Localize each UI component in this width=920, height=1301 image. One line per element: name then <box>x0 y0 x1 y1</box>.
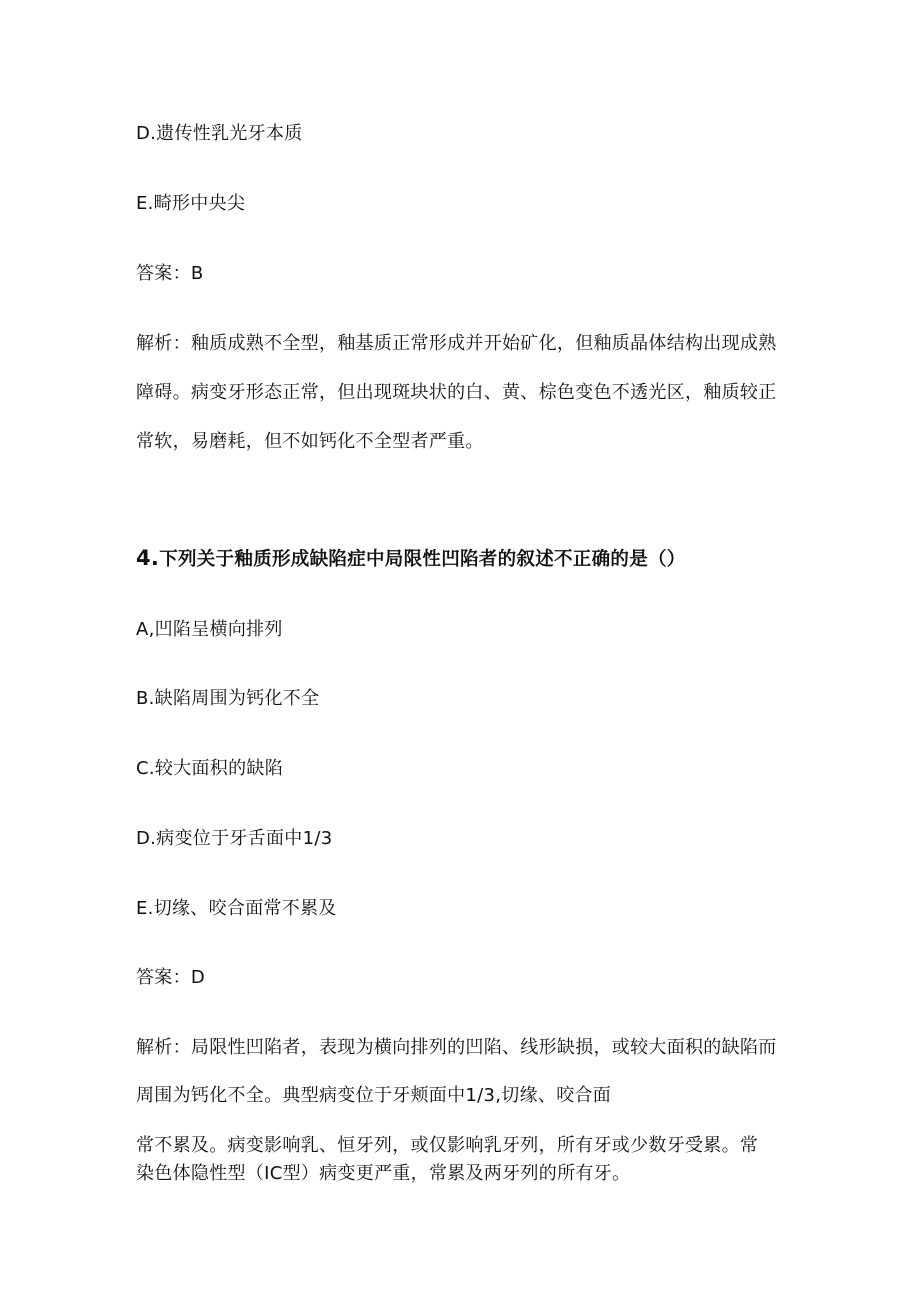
q4-option-d: D.病变位于牙舌面中1/3 <box>136 828 333 849</box>
q3-option-e: E.畸形中央尖 <box>136 193 246 214</box>
q3-answer: 答案：B <box>136 263 204 284</box>
q3-option-d: D.遗传性乳光牙本质 <box>136 123 303 144</box>
q3-explanation-line: 障碍。病变牙形态正常，但出现斑块状的白、黄、棕色变色不透光区，釉质较正 <box>136 382 777 403</box>
q4-option-b: B.缺陷周围为钙化不全 <box>136 688 320 709</box>
q3-explanation-line: 常软，易磨耗，但不如钙化不全型者严重。 <box>136 431 484 452</box>
question-stem: 下列关于釉质形成缺陷症中局限性凹陷者的叙述不正确的是（） <box>159 549 686 570</box>
q4-option-e: E.切缘、咬合面常不累及 <box>136 898 337 919</box>
question-4-title <box>136 546 686 572</box>
q3-explanation-line: 解析：釉质成熟不全型，釉基质正常形成并开始矿化，但釉质晶体结构出现成熟 <box>136 333 777 354</box>
q4-option-a: A,凹陷呈横向排列 <box>136 619 283 640</box>
q4-explanation-line: 常不累及。病变影响乳、恒牙列，或仅影响乳牙列，所有牙或少数牙受累。常 <box>136 1135 759 1156</box>
q4-explanation-line: 解析：局限性凹陷者，表现为横向排列的凹陷、线形缺损，或较大面积的缺陷而 <box>136 1037 777 1058</box>
q4-explanation-line: 周围为钙化不全。典型病变位于牙颊面中1/3,切缘、咬合面 <box>136 1085 612 1106</box>
q4-option-c: C.较大面积的缺陷 <box>136 758 283 779</box>
q4-answer: 答案：D <box>136 967 206 988</box>
question-number: 4. <box>136 546 160 570</box>
q4-explanation-line: 染色体隐性型（IC型）病变更严重，常累及两牙列的所有牙。 <box>136 1163 631 1184</box>
